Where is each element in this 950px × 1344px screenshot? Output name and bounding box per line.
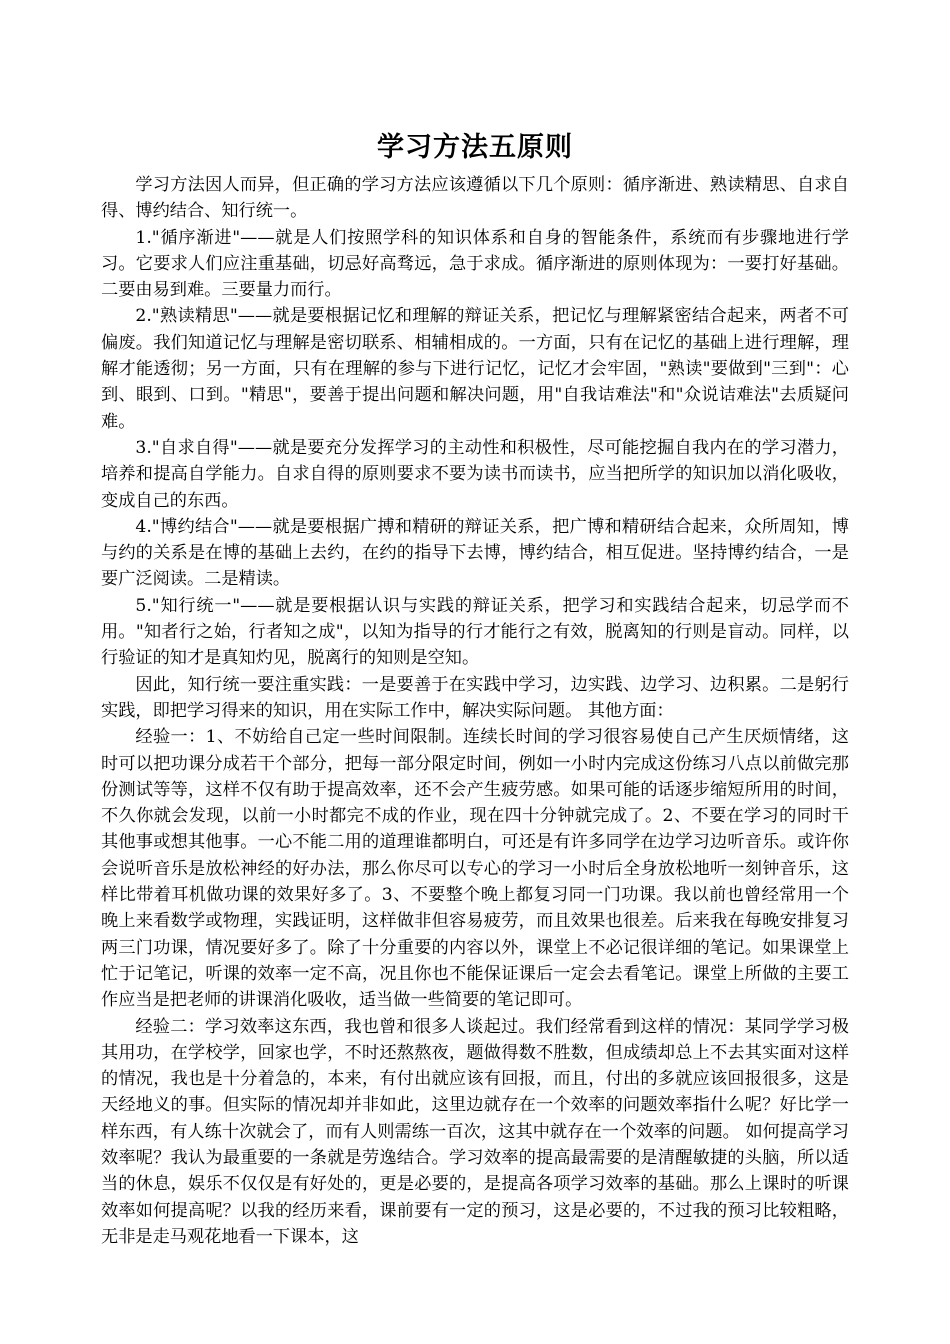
principle-5-paragraph: 5."知行统一"——就是要根据认识与实践的辩证关系，把学习和实践结合起来，切忌学而不用。"知者行之始，行者知之成"，以知为指导的行才能行之有效，脱离知的行则是盲动。同样，以行验证的知才是真知灼见，脱离行的知则是空知。 [101,595,849,669]
document-page [101,128,849,1250]
document-title: 学习方法五原则 [377,132,573,163]
principle-2-paragraph: 2."熟读精思"——就是要根据记忆和理解的辩证关系，把记忆与理解紧密结合起来，两者不可偏废。我们知道记忆与理解是密切联系、相辅相成的。一方面，只有在记忆的基础上进行理解，理解才能透彻；另一方面，只有在理解的参与下进行记忆，记忆才会牢固，"熟读"要做到"三到"：心到、眼到、口到。"精思"，要善于提出问题和解决问题，用"自我诘难法"和"众说诘难法"去质疑问难。 [101,306,849,432]
experience-2-paragraph: 经验二：学习效率这东西，我也曾和很多人谈起过。我们经常看到这样的情况：某同学学习极其用功，在学校学，回家也学，不时还熬熬夜，题做得数不胜数，但成绩却总上不去其实面对这样的情况，我也是十分着急的，本来，有付出就应该有回报，而且，付出的多就应该回报很多，这是天经地义的事。但实际的情况却并非如此，这里边就存在一个效率的问题效率指什么呢？好比学一样东西，有人练十次就会了，而有人则需练一百次，这其中就存在一个效率的问题。 如何提高学习效率呢？我认为最重要的一条就是劳逸结合。学习效率的提高最需要的是清醒敏捷的头脑，所以适当的休息，娱乐不仅仅是有好处的，更是必要的，是提高各项学习效率的基础。那么上课时的听课效率如何提高呢？以我的经历来看，课前要有一定的预习，这是必要的，不过我的预习比较粗略，无非是走马观花地看一下课本，这 [101,1016,849,1247]
principle-4-paragraph: 4."博约结合"——就是要根据广搏和精研的辩证关系，把广博和精研结合起来，众所周知，博与约的关系是在博的基础上去约，在约的指导下去博，博约结合，相互促进。坚持博约结合，一是要广泛阅读。二是精读。 [101,516,849,590]
principle-3-paragraph: 3."自求自得"——就是要充分发挥学习的主动性和积极性，尽可能挖掘自我内在的学习潜力，培养和提高自学能力。自求自得的原则要求不要为读书而读书，应当把所学的知识加以消化吸收，变成自己的东西。 [101,437,849,511]
principle-1-paragraph: 1."循序渐进"——就是人们按照学科的知识体系和自身的智能条件，系统而有步骤地进行学习。它要求人们应注重基础，切忌好高骛远，急于求成。循序渐进的原则体现为：一要打好基础。二要由易到难。三要量力而行。 [101,227,849,301]
intro-paragraph: 学习方法因人而异，但正确的学习方法应该遵循以下几个原则：循序渐进、熟读精思、自求自得、博约结合、知行统一。 [101,175,849,222]
practice-paragraph: 因此，知行统一要注重实践：一是要善于在实践中学习，边实践、边学习、边积累。二是躬行实践，即把学习得来的知识，用在实际工作中，解决实际问题。 其他方面： [101,674,849,721]
experience-1-paragraph: 经验一：1、不妨给自己定一些时间限制。连续长时间的学习很容易使自己产生厌烦情绪，这时可以把功课分成若干个部分，把每一部分限定时间，例如一小时内完成这份练习八点以前做完那份测试等等，这样不仅有助于提高效率，还不会产生疲劳感。如果可能的话逐步缩短所用的时间，不久你就会发现，以前一小时都完不成的作业，现在四十分钟就完成了。2、不要在学习的同时干其他事或想其他事。一心不能二用的道理谁都明白，可还是有许多同学在边学习边听音乐。或许你会说听音乐是放松神经的好办法，那么你尽可以专心的学习一小时后全身放松地听一刻钟音乐，这样比带着耳机做功课的效果好多了。3、不要整个晚上都复习同一门功课。我以前也曾经常用一个晚上来看数学或物理，实践证明，这样做非但容易疲劳，而且效果也很差。后来我在每晚安排复习两三门功课，情况要好多了。除了十分重要的内容以外，课堂上不必记很详细的笔记。如果课堂上忙于记笔记，听课的效率一定不高，况且你也不能保证课后一定会去看笔记。课堂上所做的主要工作应当是把老师的讲课消化吸收，适当做一些简要的笔记即可。 [101,727,849,1011]
